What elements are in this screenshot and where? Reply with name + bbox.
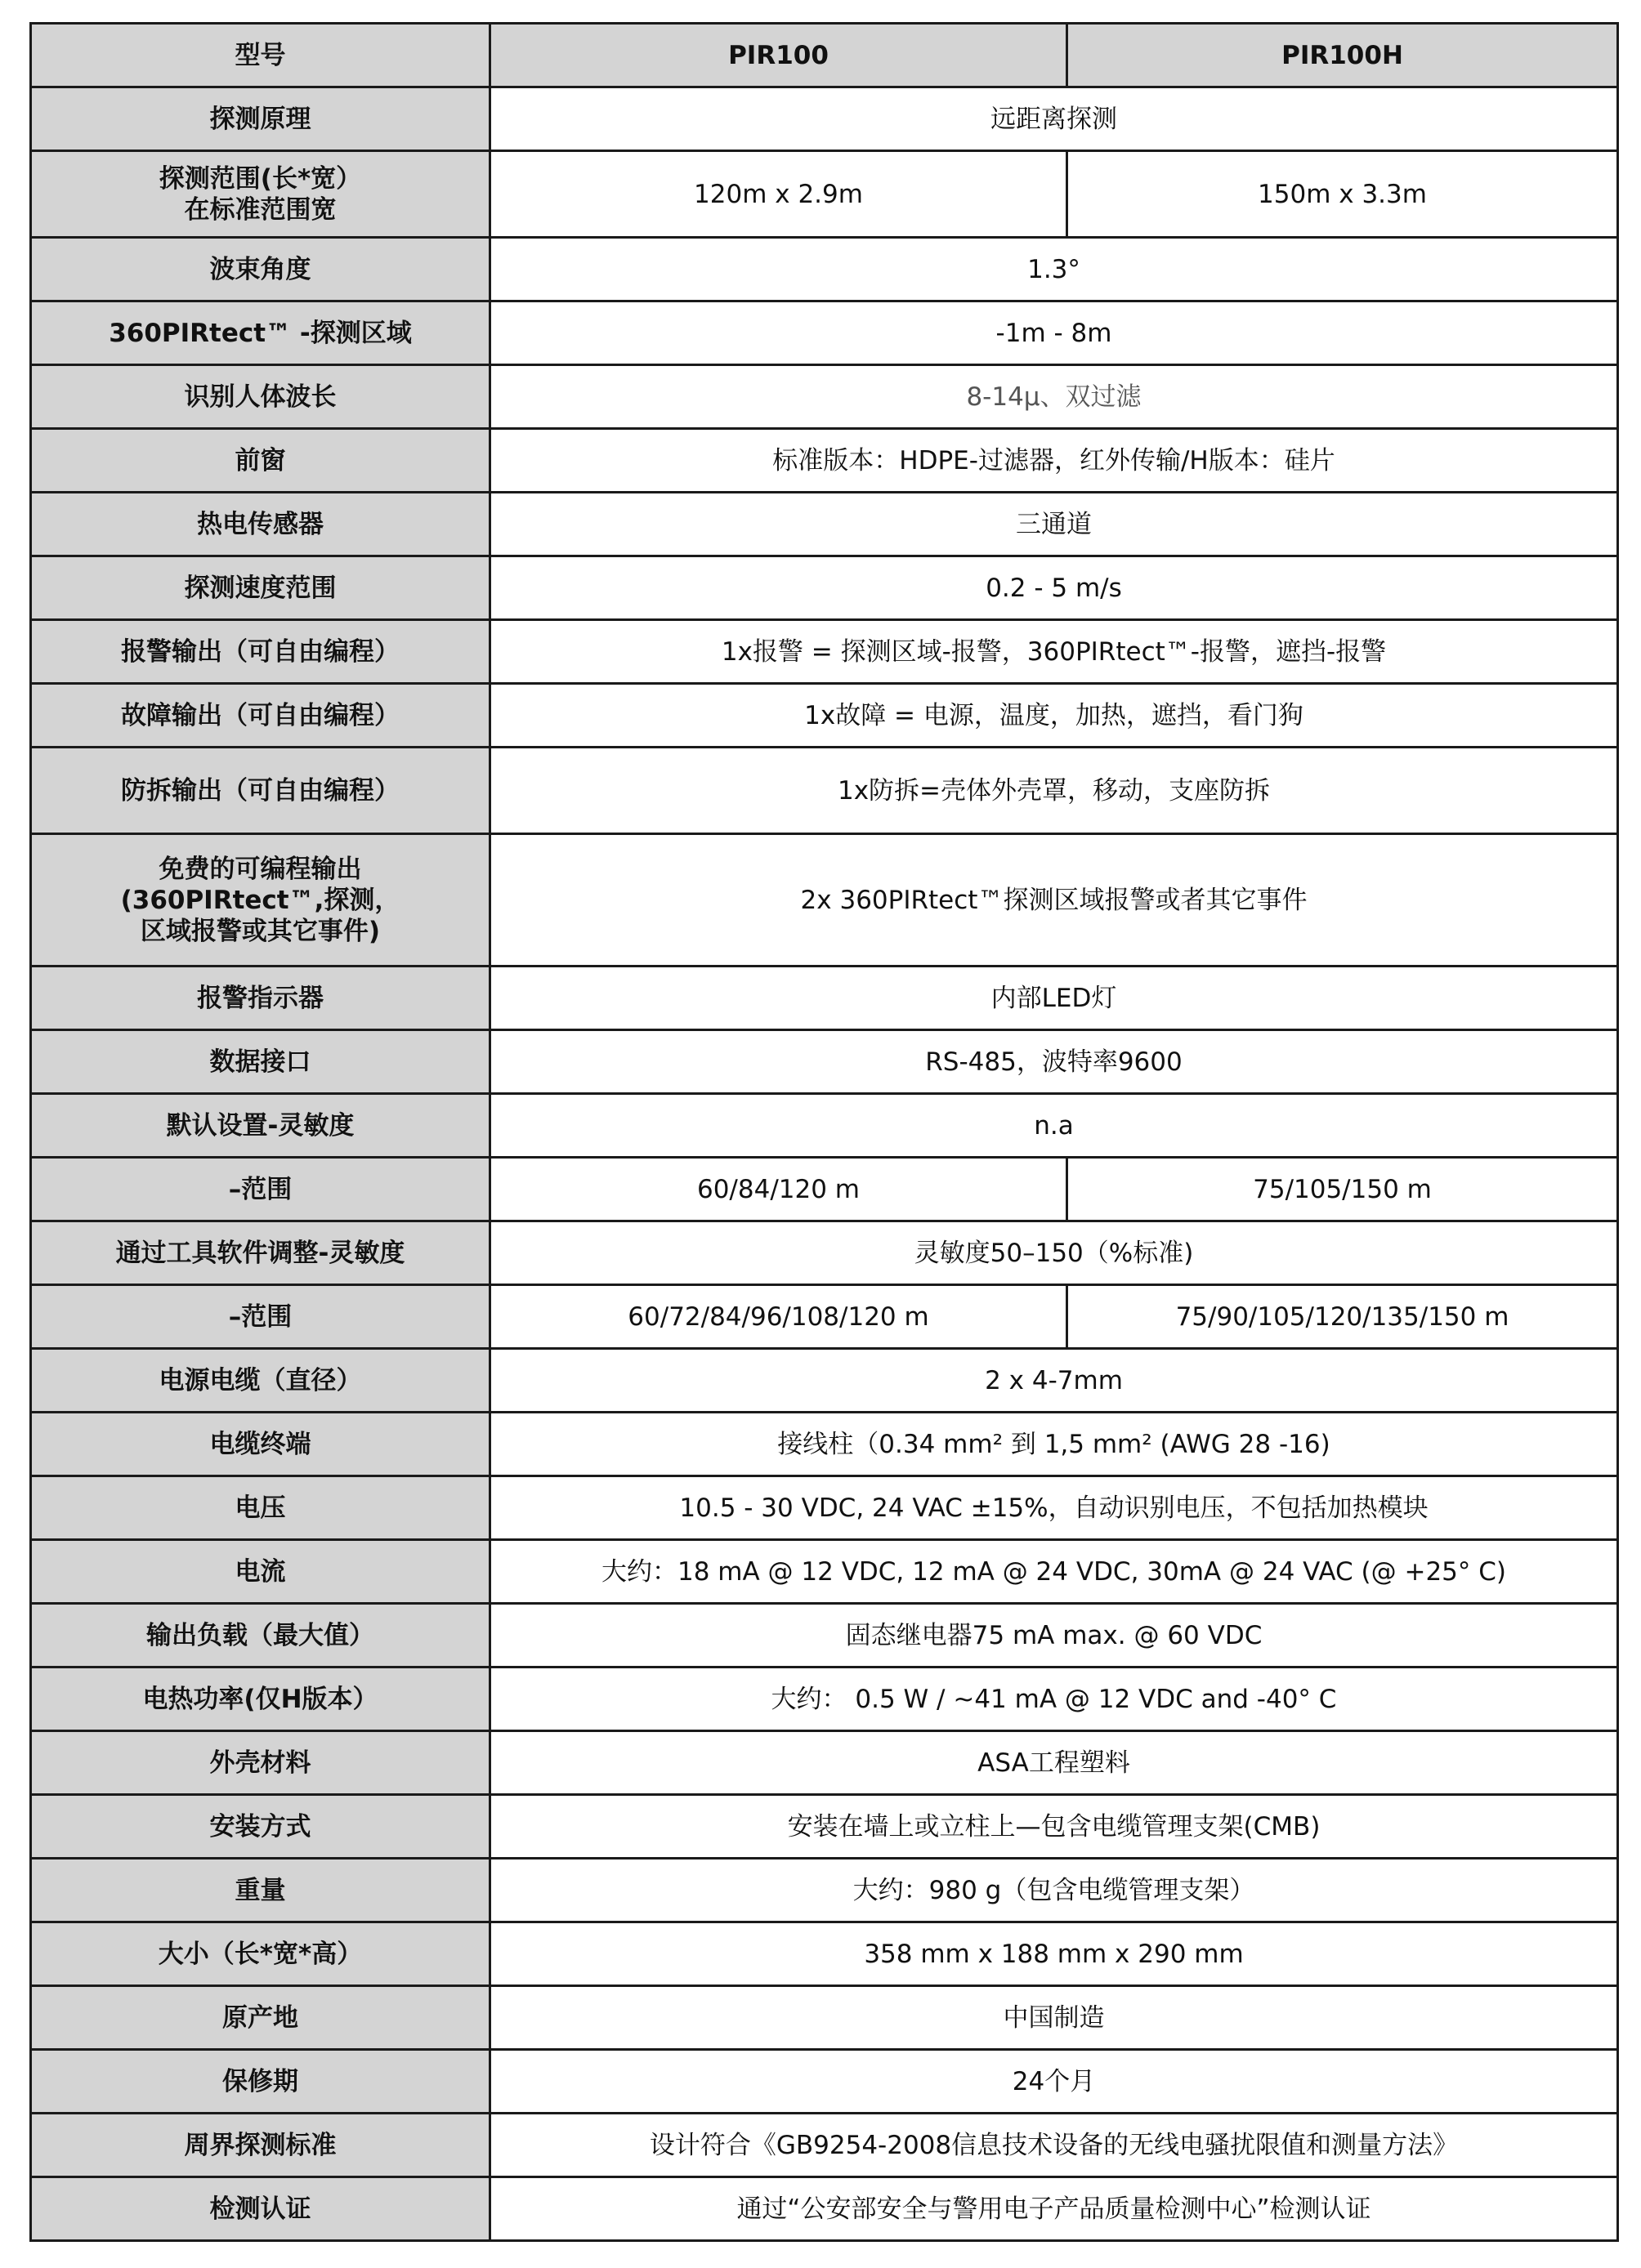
- spec-label-cell: 电压: [31, 1476, 490, 1540]
- spec-label-cell: –范围: [31, 1158, 490, 1221]
- spec-value-cell: ASA工程塑料: [490, 1731, 1618, 1795]
- spec-value-cell: n.a: [490, 1094, 1618, 1158]
- spec-value-cell: 内部LED灯: [490, 967, 1618, 1030]
- spec-value-cell: 标准版本：HDPE-过滤器，红外传输/H版本：硅片: [490, 429, 1618, 493]
- spec-value-cell: 中国制造: [490, 1986, 1618, 2050]
- table-row: [31, 1221, 1618, 1285]
- spec-value-cell: 接线柱（0.34 mm² 到 1,5 mm² (AWG 28 -16): [490, 1413, 1618, 1476]
- table-header-row: [31, 24, 1618, 87]
- spec-label-cell: 重量: [31, 1859, 490, 1922]
- spec-value-pir100: 60/72/84/96/108/120 m: [490, 1285, 1067, 1349]
- spec-value-cell: 三通道: [490, 493, 1618, 556]
- spec-value-pir100h: 150m x 3.3m: [1067, 151, 1618, 238]
- spec-value-cell: 大约：18 mA @ 12 VDC, 12 mA @ 24 VDC, 30mA @ 24 VAC (@ +25° C): [490, 1540, 1618, 1604]
- table-row: [31, 1604, 1618, 1668]
- table-row: [31, 1094, 1618, 1158]
- spec-value-cell: 设计符合《GB9254-2008信息技术设备的无线电骚扰限值和测量方法》: [490, 2114, 1618, 2177]
- spec-value-cell: -1m - 8m: [490, 301, 1618, 365]
- spec-label-cell: 数据接口: [31, 1030, 490, 1094]
- spec-label-cell: 探测原理: [31, 87, 490, 151]
- spec-label-cell: 默认设置-灵敏度: [31, 1094, 490, 1158]
- table-row: [31, 87, 1618, 151]
- spec-value-cell: 1x故障 = 电源，温度，加热，遮挡，看门狗: [490, 684, 1618, 748]
- spec-label-cell: 识别人体波长: [31, 365, 490, 429]
- spec-label-cell: 探测范围(长*宽） 在标准范围宽: [31, 151, 490, 238]
- spec-value-cell: 安装在墙上或立柱上—包含电缆管理支架(CMB): [490, 1795, 1618, 1859]
- table-row: [31, 1349, 1618, 1413]
- spec-value-pir100: 120m x 2.9m: [490, 151, 1067, 238]
- table-row: [31, 1030, 1618, 1094]
- table-row: [31, 1986, 1618, 2050]
- spec-table-container: [29, 22, 1616, 2242]
- table-row: [31, 1731, 1618, 1795]
- spec-value-cell: 远距离探测: [490, 87, 1618, 151]
- spec-value-cell: 通过“公安部安全与警用电子产品质量检测中心”检测认证: [490, 2177, 1618, 2241]
- header-model-pir100: PIR100: [490, 24, 1067, 87]
- spec-label-cell: 热电传感器: [31, 493, 490, 556]
- spec-value-cell: 0.2 - 5 m/s: [490, 556, 1618, 620]
- spec-label-cell: 前窗: [31, 429, 490, 493]
- spec-label-cell: 探测速度范围: [31, 556, 490, 620]
- spec-value-cell: 24个月: [490, 2050, 1618, 2114]
- spec-value-cell: 大约： 0.5 W / ~41 mA @ 12 VDC and -40° C: [490, 1668, 1618, 1731]
- table-row: [31, 684, 1618, 748]
- spec-value-cell: 10.5 - 30 VDC, 24 VAC ±15%，自动识别电压，不包括加热模块: [490, 1476, 1618, 1540]
- spec-label-cell: 保修期: [31, 2050, 490, 2114]
- table-row: [31, 2177, 1618, 2241]
- spec-label-cell: 电源电缆（直径）: [31, 1349, 490, 1413]
- spec-label-cell: 周界探测标准: [31, 2114, 490, 2177]
- spec-label-cell: 360PIRtect™ -探测区域: [31, 301, 490, 365]
- spec-label-cell: 输出负载（最大值）: [31, 1604, 490, 1668]
- table-row: [31, 2114, 1618, 2177]
- spec-value-cell: 固态继电器75 mA max. @ 60 VDC: [490, 1604, 1618, 1668]
- header-label-cell: 型号: [31, 24, 490, 87]
- spec-value-pir100h: 75/90/105/120/135/150 m: [1067, 1285, 1618, 1349]
- spec-label-cell: 电热功率(仅H版本）: [31, 1668, 490, 1731]
- table-row: [31, 1158, 1618, 1221]
- table-row: [31, 151, 1618, 238]
- spec-label-cell: 原产地: [31, 1986, 490, 2050]
- spec-value-pir100: 60/84/120 m: [490, 1158, 1067, 1221]
- table-row: [31, 365, 1618, 429]
- table-row: [31, 1668, 1618, 1731]
- spec-label-cell: 通过工具软件调整-灵敏度: [31, 1221, 490, 1285]
- table-row: [31, 1540, 1618, 1604]
- table-row: [31, 967, 1618, 1030]
- spec-label-cell: 报警输出（可自由编程）: [31, 620, 490, 684]
- spec-value-cell: 2x 360PIRtect™探测区域报警或者其它事件: [490, 834, 1618, 967]
- table-row: [31, 2050, 1618, 2114]
- spec-value-cell: 2 x 4-7mm: [490, 1349, 1618, 1413]
- table-row: [31, 301, 1618, 365]
- spec-table: [29, 22, 1619, 2242]
- spec-value-cell: 8-14μ、双过滤: [490, 365, 1618, 429]
- spec-label-cell: 故障输出（可自由编程）: [31, 684, 490, 748]
- table-row: [31, 620, 1618, 684]
- table-row: [31, 1413, 1618, 1476]
- spec-value-cell: 1x防拆=壳体外壳罩，移动，支座防拆: [490, 748, 1618, 834]
- spec-label-cell: 免费的可编程输出 (360PIRtect™,探测， 区域报警或其它事件): [31, 834, 490, 967]
- spec-value-cell: 358 mm x 188 mm x 290 mm: [490, 1922, 1618, 1986]
- spec-label-cell: 波束角度: [31, 238, 490, 301]
- table-row: [31, 493, 1618, 556]
- spec-value-cell: RS-485，波特率9600: [490, 1030, 1618, 1094]
- table-row: [31, 1285, 1618, 1349]
- table-row: [31, 1859, 1618, 1922]
- spec-value-cell: 1.3°: [490, 238, 1618, 301]
- table-row: [31, 834, 1618, 967]
- spec-label-cell: 安装方式: [31, 1795, 490, 1859]
- spec-value-cell: 灵敏度50–150（%标准): [490, 1221, 1618, 1285]
- table-row: [31, 1476, 1618, 1540]
- spec-table-body: [31, 24, 1618, 2241]
- table-row: [31, 238, 1618, 301]
- spec-label-cell: 大小（长*宽*高）: [31, 1922, 490, 1986]
- spec-label-cell: 检测认证: [31, 2177, 490, 2241]
- table-row: [31, 1922, 1618, 1986]
- spec-value-cell: 1x报警 = 探测区域-报警，360PIRtect™-报警，遮挡-报警: [490, 620, 1618, 684]
- spec-label-cell: 防拆输出（可自由编程）: [31, 748, 490, 834]
- table-row: [31, 748, 1618, 834]
- spec-label-cell: 电缆终端: [31, 1413, 490, 1476]
- header-model-pir100h: PIR100H: [1067, 24, 1618, 87]
- spec-label-cell: 电流: [31, 1540, 490, 1604]
- table-row: [31, 1795, 1618, 1859]
- spec-label-cell: 报警指示器: [31, 967, 490, 1030]
- spec-value-cell: 大约：980 g（包含电缆管理支架）: [490, 1859, 1618, 1922]
- spec-label-cell: 外壳材料: [31, 1731, 490, 1795]
- spec-value-pir100h: 75/105/150 m: [1067, 1158, 1618, 1221]
- spec-label-cell: –范围: [31, 1285, 490, 1349]
- table-row: [31, 429, 1618, 493]
- table-row: [31, 556, 1618, 620]
